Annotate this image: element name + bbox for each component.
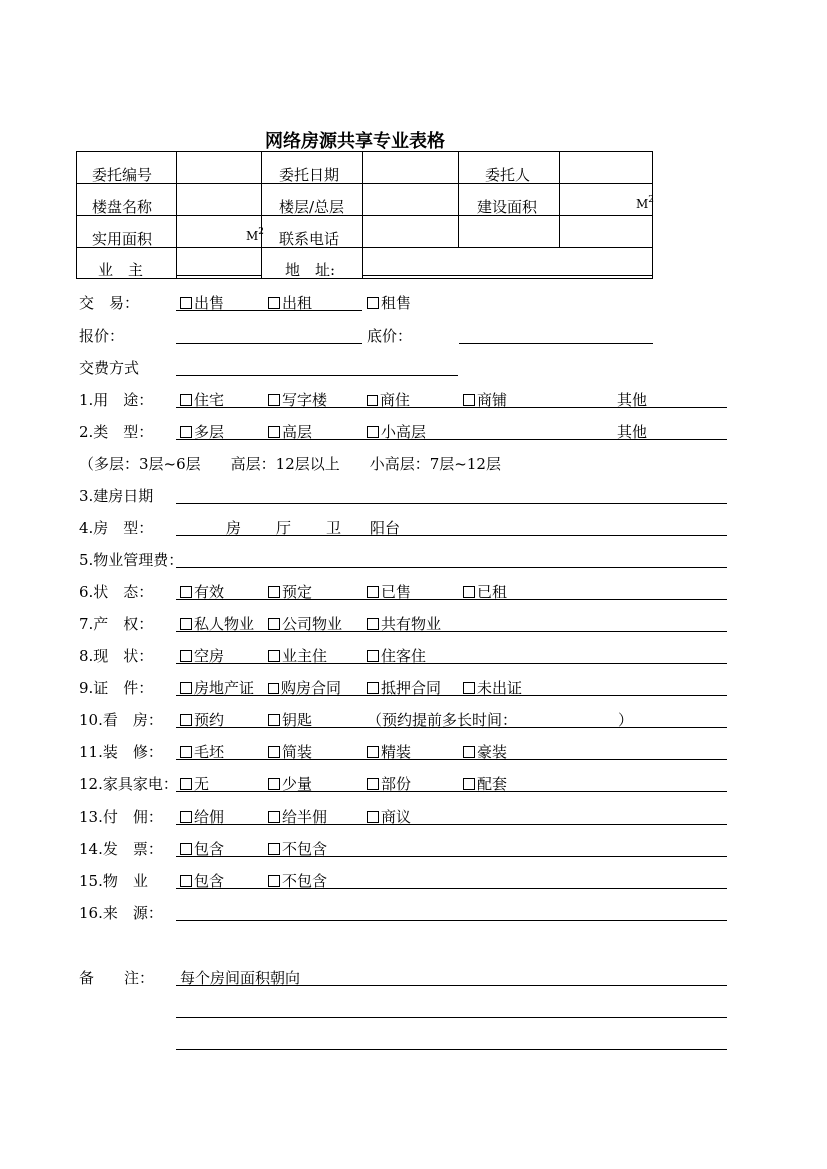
label-invoice: 14.发 票：	[79, 840, 163, 858]
label-use: 1.用 途：	[79, 391, 154, 409]
option-private[interactable]: 私人物业	[180, 613, 254, 634]
option-sale[interactable]: 出售	[180, 292, 224, 313]
option-half-commission[interactable]: 给半佣	[268, 806, 327, 827]
option-owner-occupied[interactable]: 业主住	[268, 645, 327, 666]
label-source: 16.来 源：	[79, 904, 163, 922]
label-commission-date: 委托日期	[279, 166, 340, 184]
option-few[interactable]: 少量	[268, 773, 312, 794]
option-key[interactable]: 钥匙	[268, 709, 312, 730]
option-invoice-included[interactable]: 包含	[180, 838, 224, 859]
option-purchase-contract[interactable]: 购房合同	[268, 677, 341, 698]
label-baths: 卫	[326, 519, 342, 537]
label-estate-name: 楼盘名称	[92, 198, 153, 216]
option-no-cert[interactable]: 未出证	[463, 677, 522, 698]
option-residential[interactable]: 住宅	[180, 389, 224, 410]
option-partial[interactable]: 部份	[367, 773, 411, 794]
label-owner: 业 主	[98, 261, 144, 279]
option-fine[interactable]: 精装	[367, 741, 411, 762]
option-appointment[interactable]: 预约	[180, 709, 224, 730]
option-full-commission[interactable]: 给佣	[180, 806, 224, 827]
label-client: 委托人	[485, 166, 531, 184]
label-property-fee: 15.物 业	[79, 872, 148, 890]
option-none[interactable]: 无	[180, 773, 209, 794]
label-viewing: 10.看 房：	[79, 711, 163, 729]
note-close: ）	[618, 711, 634, 729]
label-remarks: 备 注：	[79, 969, 155, 987]
option-tenant-occupied[interactable]: 住客住	[367, 645, 426, 666]
option-unfinished[interactable]: 毛坯	[180, 741, 224, 762]
page-title: 网络房源共享专业表格	[265, 131, 445, 152]
label-base-price: 底价：	[367, 327, 413, 345]
label-furniture: 12.家具家电：	[79, 775, 178, 793]
option-negotiable[interactable]: 商议	[367, 806, 411, 827]
label-other: 其他	[617, 391, 648, 409]
option-deed[interactable]: 房地产证	[180, 677, 254, 698]
option-high-rise[interactable]: 高层	[268, 421, 312, 442]
note-floors: （多层：3层~6层 高层：12层以上 小高层：7层~12层	[79, 455, 501, 473]
label-balcony: 阳台	[370, 519, 401, 537]
option-luxury[interactable]: 豪装	[463, 741, 507, 762]
label-documents: 9.证 件：	[79, 679, 154, 697]
option-reserved[interactable]: 预定	[268, 581, 312, 602]
label-decoration: 11.装 修：	[79, 743, 163, 761]
option-valid[interactable]: 有效	[180, 581, 224, 602]
label-rooms: 房	[226, 519, 242, 537]
option-rented[interactable]: 已租	[463, 581, 507, 602]
label-usable-area: 实用面积	[92, 230, 153, 248]
option-mid-high-rise[interactable]: 小高层	[367, 421, 426, 442]
remarks-text[interactable]: 每个房间面积朝向	[180, 969, 301, 987]
option-fee-included[interactable]: 包含	[180, 870, 224, 891]
option-mortgage[interactable]: 抵押合同	[367, 677, 441, 698]
option-invoice-excluded[interactable]: 不包含	[268, 838, 327, 859]
label-floor: 楼层/总层	[279, 198, 345, 216]
label-address: 地 址:	[285, 261, 336, 279]
label-current: 8.现 状：	[79, 647, 154, 665]
option-shared[interactable]: 共有物业	[367, 613, 441, 634]
note-appointment: （预约提前多长时间：	[367, 711, 518, 729]
label-price: 报价：	[79, 327, 125, 345]
option-sold[interactable]: 已售	[367, 581, 411, 602]
label-commission-no: 委托编号	[92, 166, 153, 184]
option-simple[interactable]: 简装	[268, 741, 312, 762]
unit-m2: $M^2$	[636, 195, 655, 211]
option-commercial-residential[interactable]: 商住	[367, 389, 410, 410]
label-halls: 厅	[276, 519, 292, 537]
option-office[interactable]: 写字楼	[268, 389, 327, 410]
label-build-date: 3.建房日期	[79, 487, 154, 505]
label-layout: 4.房 型：	[79, 519, 154, 537]
option-rent[interactable]: 出租	[268, 292, 312, 313]
label-phone: 联系电话	[279, 230, 340, 248]
label-status: 6.状 态：	[79, 583, 154, 601]
option-multi-storey[interactable]: 多层	[180, 421, 224, 442]
label-other: 其他	[617, 423, 648, 441]
option-fee-excluded[interactable]: 不包含	[268, 870, 327, 891]
label-commission: 13.付 佣：	[79, 808, 163, 826]
label-property-right: 7.产 权：	[79, 615, 154, 633]
label-fee-method: 交费方式	[79, 359, 140, 377]
label-build-area: 建设面积	[477, 198, 538, 216]
option-sale-rent[interactable]: 租售	[367, 292, 411, 313]
label-type: 2.类 型：	[79, 423, 154, 441]
option-vacant[interactable]: 空房	[180, 645, 224, 666]
label-management-fee: 5.物业管理费：	[79, 551, 184, 569]
option-company[interactable]: 公司物业	[268, 613, 342, 634]
option-complete[interactable]: 配套	[463, 773, 507, 794]
option-shop[interactable]: 商铺	[463, 389, 507, 410]
label-deal: 交 易：	[79, 294, 140, 312]
unit-m2: $M^2$	[246, 227, 265, 243]
